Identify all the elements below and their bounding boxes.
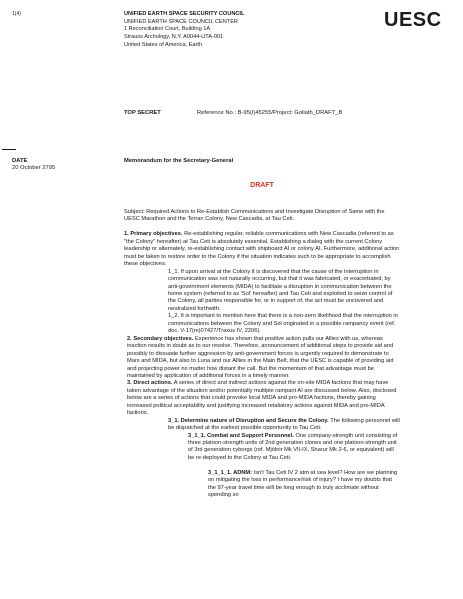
section-heading: 3. Direct actions. [127,380,173,387]
paragraph-1-1: 1_1. If upon arrival at the Colony it is discovered that the cause of the interruption in communication was not naturally occurring, but that it was fabricated, or exacerbated, by anti-government elements (MIDA) to facilitate a disruption in communication between the home system (referred to as 'Sol' hereafter) and Tau Ceti and exploited to seize control of the Colony, all parties responsible for, or in support of, the act must be uncovered and neutralized forthwith. [168,268,393,312]
paragraph-1-2: 1_2. It is important to mention here that there is a non-zero likelihood that the interruption in communications between the Colony and Sol originated in a possible rampancy event (ref. doc. V-17(m)07427/Traxus IV, 2206). [168,313,398,335]
reference-number: Reference No.: B-95(I)45255/Project: Goliath_DRAFT_B [197,110,343,116]
section-text: The following personnel will be dispatched at the earliest possible opportunity to Tau Ceti. [168,417,400,432]
section-primary-objectives [124,231,400,268]
section-text: Re-establishing regular, reliable communications with New Cascadia (referred to as "the Colony" hereafter) at Tau Ceti is absolutely essential. Establishing a dialog with the current Colony leadership or alternately, re-establishing contact with shipboard AI or colony AI. Furthermore, additional action must be taken to restore order to the Colony if the situation indicates such to be appropriate to accomplish these objectives. [124,231,400,268]
section-text: Isn't Tau Ceti IV 2 atm at sea level? How are we planning on mitigating the loss in performance/risk of injury? I have my doubts that the 97-year travel time will be long enough to truly acclimate without spending so [208,469,398,499]
paragraph-3-1 [124,418,400,433]
section-heading: 3_1_1. Combat and Support Personnel. [188,432,294,439]
section-text: Experience has shown that positive action pulls our Allies with us, whereas inaction results in doubt as to our resolve. Therefore, announcement of additional steps to provide aid and possibly to dissuade further aggression by anti-government forces is urgently required to demonstrate to Mars and MIDA, but also to Luna and our Allies in the Main Belt, that the UESC is capable of providing aid and projecting power no matter how distant the call. But the momentum of that advantage must be maintained by application of additional forces in a timely manner. [127,335,394,379]
sender-address-line: United States of America, Earth [124,41,203,48]
margin-rule [2,149,16,150]
paragraph-3-1-1-1 [124,470,400,500]
sender-org: UNIFIED EARTH SPACE SECURITY COUNCIL [124,11,245,17]
sender-address-line: Strauss Archology, N.Y. A0044-UTA-001 [124,34,224,41]
section-text: One company-strength unit consisting of three platoon-strength units of 2nd generation clones and one platoon-strength unit of 3rd generation cyborgs (ref. Mjölnir Mk VII-IX, Sharur Mk 2-6, or equivalent) will be re-deployed to the Colony at Tau Ceti. [188,432,398,461]
section-secondary-objectives [124,336,400,381]
classification-label: TOP SECRET [124,110,161,116]
paragraph-3-1-1 [124,433,400,463]
draft-stamp: DRAFT [250,182,274,189]
memo-body [124,209,400,500]
section-text: A series of direct and indirect actions against the on-site MIDA factions that may have taken advantage of the situation and/or potentially multiple rampant AI are discussed below. Also, disclosed below are a series of actions that could provoke local MIDA and pro-MIDA factions, thereby gaining increased political acceptability and justifying increased retaliatory actions against MIDA and pro-MIDA factions. [127,380,397,417]
page-number: 1(4) [12,11,21,17]
section-heading: 3_1_1_1. ADNM: [208,469,253,476]
date-value: 20 October 2795 [12,165,56,171]
date-label: DATE [12,158,28,164]
section-heading: 2. Secondary objectives. [127,335,194,342]
uesc-logo: UESC [384,9,442,31]
sender-address-line: 1 Reconciliation Court, Building 1A [124,26,211,33]
sender-block [124,11,344,50]
section-heading: 1. Primary objectives. [124,231,183,238]
subject-line: Subject: Required Actions to Re-Establish Communications and Investigate Disruption of Same with the UESC Marathon and the Terran Colony, New Cascadia, at Tau Ceti. [124,209,385,223]
sender-address-line: UNIFIED EARTH SPACE COUNCIL CENTER [124,18,238,25]
section-direct-actions [124,380,400,417]
section-heading: 3_1. Determine nature of Disruption and Secure the Colony. [168,417,329,424]
memo-title: Memorandum for the Secretary-General [124,158,234,164]
